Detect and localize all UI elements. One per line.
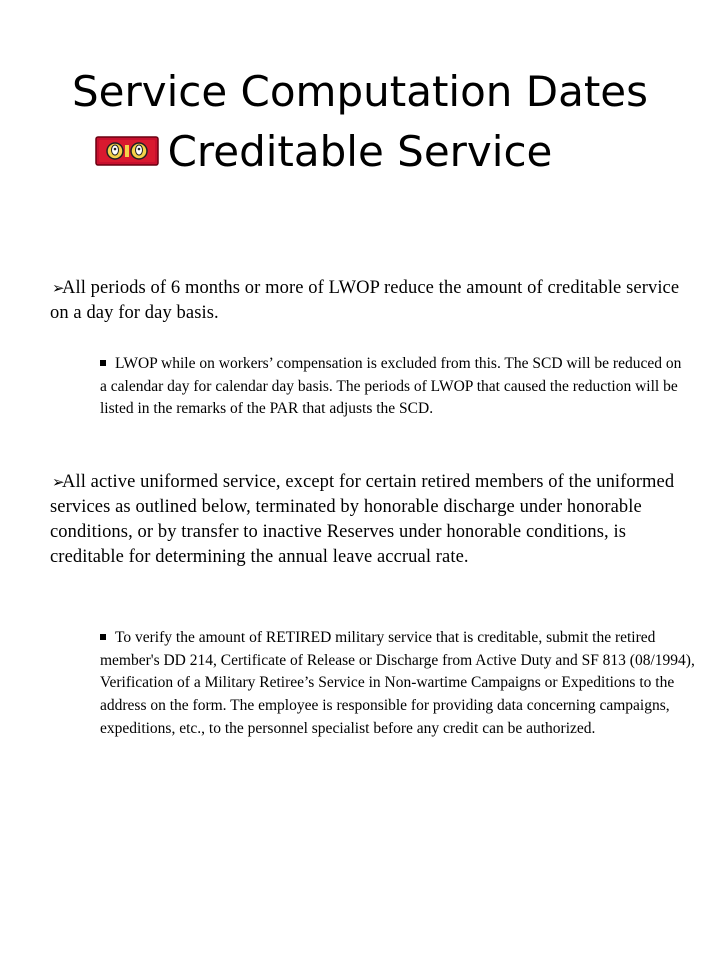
page-title-line2: Creditable Service (167, 127, 553, 176)
arrow-bullet-icon: ➢ (52, 473, 65, 491)
square-bullet-icon (100, 360, 106, 366)
list-subitem (100, 353, 690, 421)
faces-emblem-icon (95, 136, 159, 166)
bullet-text: All active uniformed service, except for certain retired members of the uniformed services as outlined below, terminated by honorable discharge under honorable conditions, or by transfer to inactive Reserves under honorable conditions, is creditable for determining the annual leave accrual rate. (50, 472, 675, 567)
page-title-line1: Service Computation Dates (71, 67, 649, 116)
bullet-text: All periods of 6 months or more of LWOP reduce the amount of creditable service on a day for day basis. (50, 278, 680, 323)
arrow-bullet-icon: ➢ (52, 279, 65, 297)
subbullet-text: To verify the amount of RETIRED military service that is creditable, submit the retired member's DD 214, Certificate of Release or Discharge from Active Duty and SF 813 (08/1994), Verification of a Military Retiree’s Service in Non-wartime Campaigns or Expeditions to the address on the form. The employee is responsible for providing data concerning campaigns, expeditions, etc., to the personnel specialist before any credit can be authorized. (100, 629, 695, 737)
list-subitem (100, 627, 698, 741)
subbullet-text: LWOP while on workers’ compensation is excluded from this. The SCD will be reduced on a calendar day for calendar day basis. The periods of LWOP that caused the reduction will be listed in the remarks of the PAR that adjusts the SCD. (100, 355, 682, 418)
list-item (50, 470, 690, 570)
list-item (50, 276, 690, 326)
square-bullet-icon (100, 634, 106, 640)
